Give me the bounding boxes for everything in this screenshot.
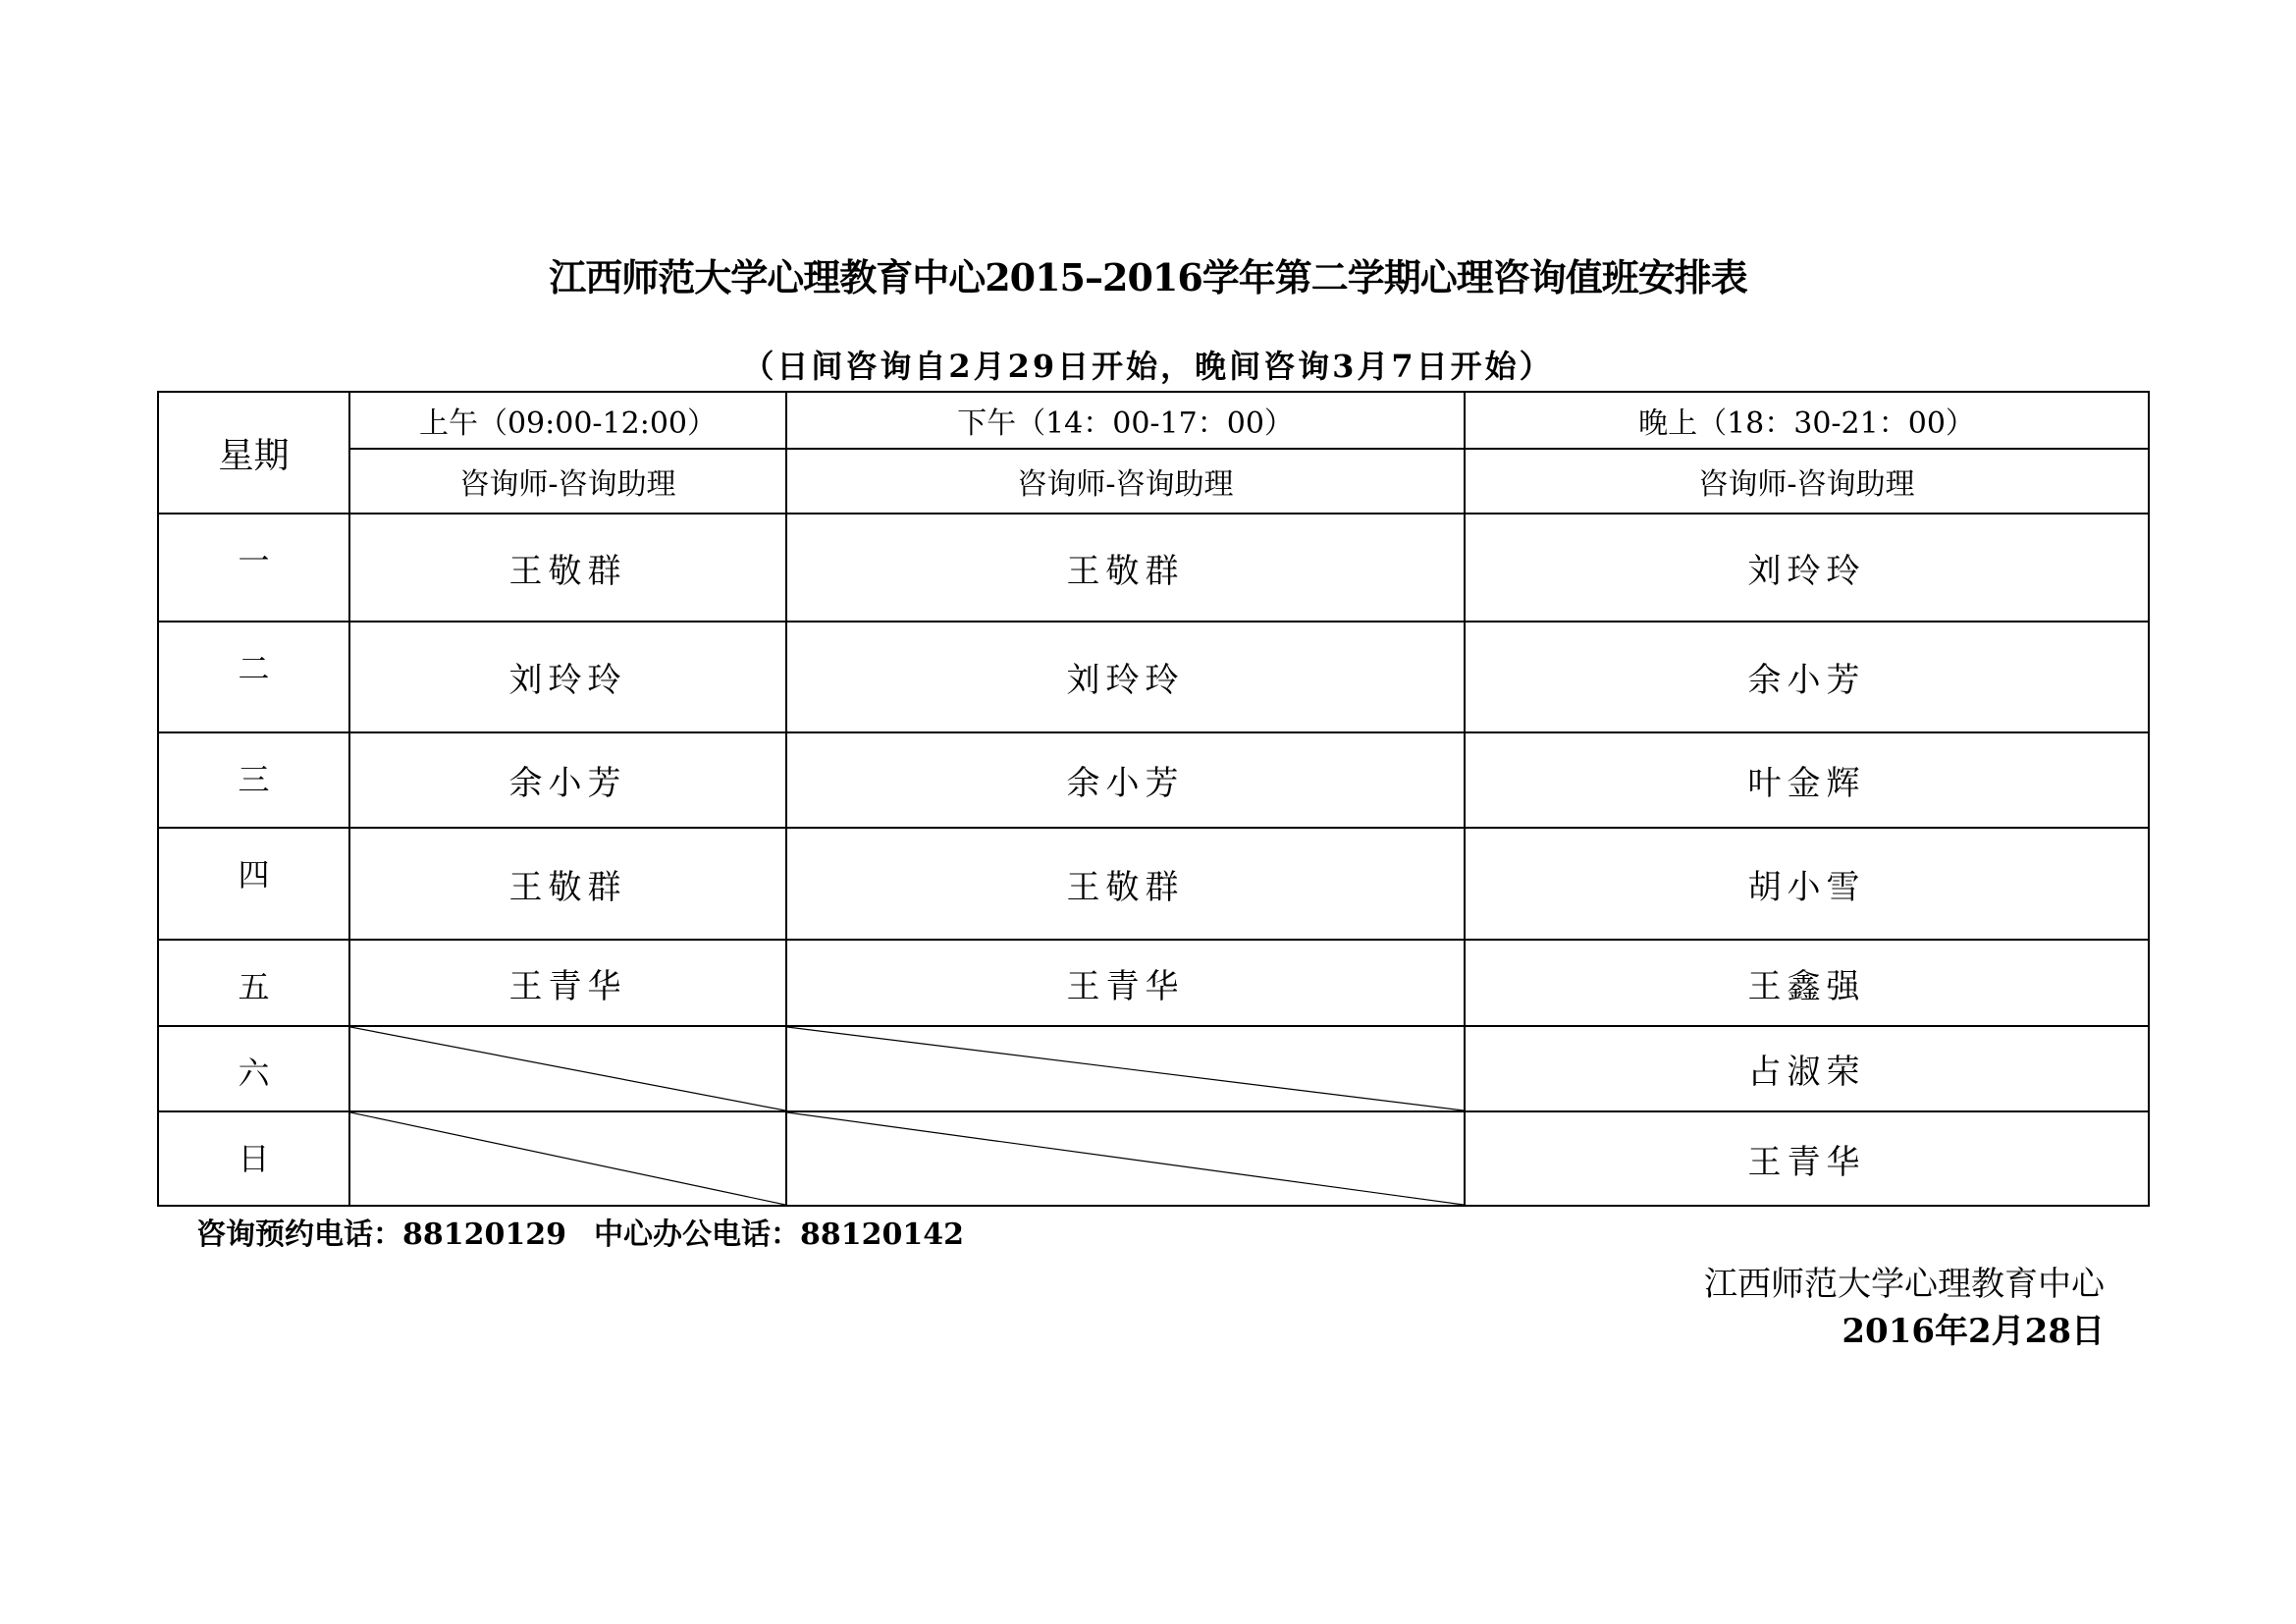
morning-counselor: 王敬群	[349, 828, 786, 940]
role-header-evening: 咨询师-咨询助理	[1465, 449, 2149, 514]
evening-counselor: 余小芳	[1465, 622, 2149, 732]
signature-date: 2016年2月28日	[1842, 1312, 2105, 1351]
page-subtitle: （日间咨询自2月29日开始，晚间咨询3月7日开始）	[742, 348, 1554, 385]
role-header-morning: 咨询师-咨询助理	[349, 449, 786, 514]
afternoon-counselor: 余小芳	[786, 732, 1465, 828]
table-row	[158, 1111, 2149, 1206]
office-phone: 中心办公电话：88120142	[594, 1218, 964, 1252]
table-row	[158, 940, 2149, 1026]
diagonal-slash	[787, 1027, 1464, 1110]
morning-counselor: 余小芳	[349, 732, 786, 828]
afternoon-counselor: 王敬群	[786, 514, 1465, 622]
diagonal-slash	[350, 1112, 785, 1205]
day-label: 三	[158, 732, 349, 828]
evening-counselor: 王鑫强	[1465, 940, 2149, 1026]
afternoon-counselor: 刘玲玲	[786, 622, 1465, 732]
day-label: 一	[158, 514, 349, 622]
morning-empty-slot	[349, 1111, 786, 1206]
table-row	[158, 514, 2149, 622]
evening-counselor: 占淑荣	[1465, 1026, 2149, 1111]
evening-counselor: 胡小雪	[1465, 828, 2149, 940]
day-column-header: 星期	[158, 392, 349, 514]
evening-counselor: 叶金辉	[1465, 732, 2149, 828]
diagonal-slash	[350, 1027, 785, 1110]
morning-counselor: 刘玲玲	[349, 622, 786, 732]
day-label: 日	[158, 1111, 349, 1206]
morning-counselor: 王青华	[349, 940, 786, 1026]
period-header-evening: 晚上（18：30-21：00）	[1465, 392, 2149, 449]
afternoon-counselor: 王敬群	[786, 828, 1465, 940]
afternoon-empty-slot	[786, 1026, 1465, 1111]
day-label: 四	[158, 828, 349, 940]
evening-counselor: 王青华	[1465, 1111, 2149, 1206]
role-header-afternoon: 咨询师-咨询助理	[786, 449, 1465, 514]
evening-counselor: 刘玲玲	[1465, 514, 2149, 622]
table-row	[158, 622, 2149, 732]
period-header-afternoon: 下午（14：00-17：00）	[786, 392, 1465, 449]
day-label: 二	[158, 622, 349, 732]
table-row	[158, 1026, 2149, 1111]
duty-schedule-table	[157, 391, 2150, 1207]
day-label: 六	[158, 1026, 349, 1111]
day-label: 五	[158, 940, 349, 1026]
period-header-morning: 上午（09:00-12:00）	[349, 392, 786, 449]
afternoon-counselor: 王青华	[786, 940, 1465, 1026]
table-row	[158, 732, 2149, 828]
signature-organization: 江西师范大学心理教育中心	[1704, 1265, 2105, 1304]
page-title: 江西师范大学心理教育中心2015–2016学年第二学期心理咨询值班安排表	[549, 255, 1747, 299]
morning-empty-slot	[349, 1026, 786, 1111]
diagonal-slash	[787, 1112, 1464, 1205]
contact-phones	[196, 1210, 991, 1253]
afternoon-empty-slot	[786, 1111, 1465, 1206]
booking-phone: 咨询预约电话：88120129	[196, 1218, 566, 1252]
morning-counselor: 王敬群	[349, 514, 786, 622]
table-row	[158, 828, 2149, 940]
